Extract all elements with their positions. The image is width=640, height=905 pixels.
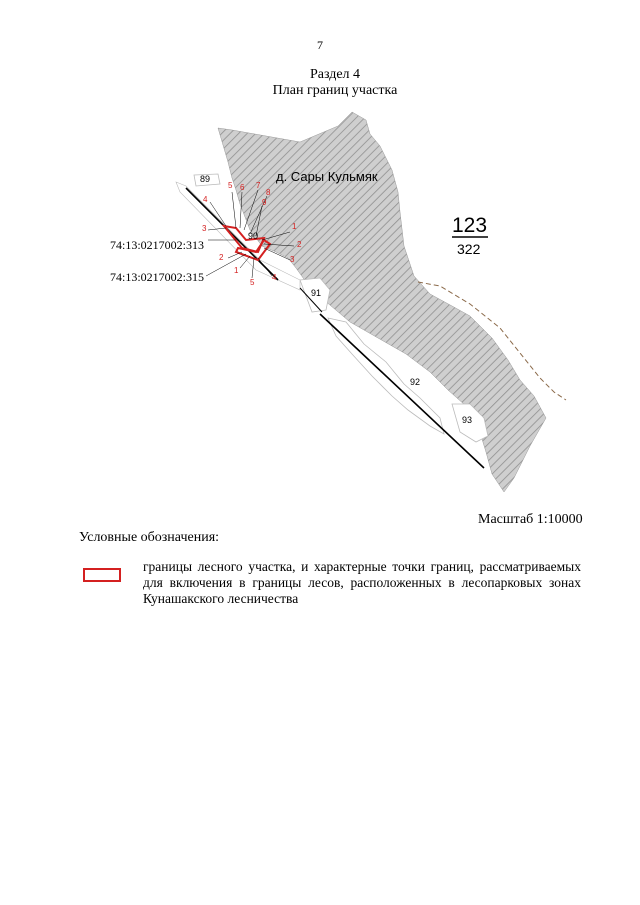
plot-label-91: 91 xyxy=(311,288,322,298)
point-label-upper-9: 9 xyxy=(262,198,267,207)
point-label-upper-2: 2 xyxy=(297,240,302,249)
quarter-number: 123 xyxy=(452,214,488,237)
cadastral-number-313: 74:13:0217002:313 xyxy=(110,238,205,252)
point-label-upper-3: 3 xyxy=(202,224,207,233)
point-label-upper-6: 6 xyxy=(240,183,245,192)
section-title: Раздел 4 xyxy=(309,67,361,82)
point-label-lower-2: 2 xyxy=(219,253,224,262)
plot-label-92: 92 xyxy=(410,377,421,387)
legend-red-boundary-swatch xyxy=(83,568,121,582)
plot-label-89: 89 xyxy=(200,174,211,184)
plot-label-93: 93 xyxy=(462,415,473,425)
page-number: 7 xyxy=(317,38,323,52)
cadastral-number-315: 74:13:0217002:315 xyxy=(110,270,205,284)
plan-subtitle: План границ участка xyxy=(272,83,398,98)
point-label-lower-4: 4 xyxy=(272,273,277,282)
plot-label-90: 90 xyxy=(248,231,259,241)
point-label-upper-1: 1 xyxy=(292,222,297,231)
map-scale: Масштаб 1:10000 xyxy=(478,512,583,527)
point-label-lower-3: 3 xyxy=(290,255,295,264)
point-label-upper-4: 4 xyxy=(203,195,208,204)
point-label-upper-5: 5 xyxy=(228,181,233,190)
legend-item-text: границы лесного участка, и характерные точки границ, рассматриваемых для включения в границы лесов, расположенных в лесопарковых зонах Кунашакского лесничества xyxy=(143,559,581,606)
point-label-lower-1: 1 xyxy=(234,266,239,275)
page-title xyxy=(0,67,640,99)
point-label-upper-7: 7 xyxy=(256,181,261,190)
forest-quarter-area xyxy=(218,112,546,492)
village-label: д. Сары Кульмяк xyxy=(276,169,378,184)
legend-title: Условные обозначения: xyxy=(79,530,220,545)
point-label-lower-5: 5 xyxy=(250,278,255,287)
boundary-map xyxy=(0,100,640,510)
point-label-upper-8: 8 xyxy=(266,188,271,197)
quarter-area: 322 xyxy=(457,241,481,257)
